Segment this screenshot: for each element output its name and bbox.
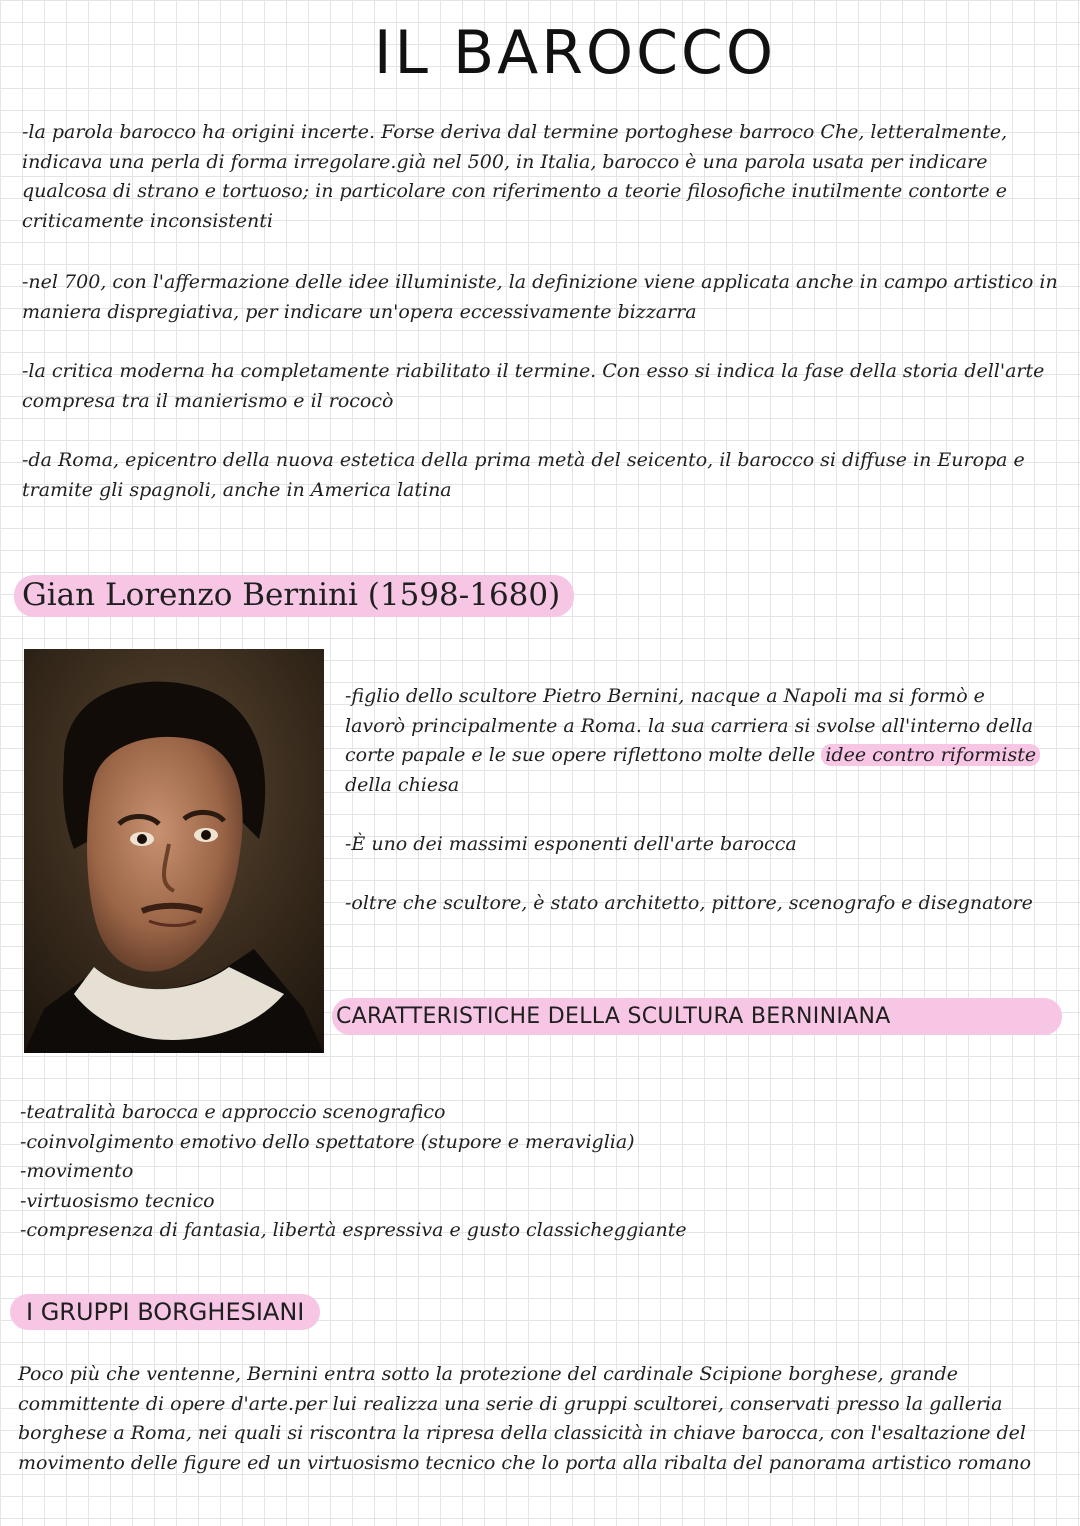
bernini-section-heading [14,577,574,613]
bernini-heading-text: Gian Lorenzo Bernini (1598-1680) [14,575,574,617]
gruppi-borghesiani-heading: I GRUPPI BORGHESIANI [10,1294,320,1330]
bio-paragraph-exponent: -È uno dei massimi esponenti dell'arte barocca [345,832,797,855]
list-item: -virtuosismo tecnico [20,1189,215,1212]
bio-text: -figlio dello scultore Pietro Bernini, nacque a Napoli ma si formò e lavorò principalmente a Roma. la sua carriera si svolse all'interno della corte papale e le sue opere riflettono molte delle [345,685,1034,767]
intro-paragraph-modern-critique: -la critica moderna ha completamente riabilitato il termine. Con esso si indica la fase della storia dell'arte compresa tra il manierismo e il rococò [22,360,1045,412]
list-item: -teatralità barocca e approccio scenografico [20,1101,446,1123]
intro-paragraph-origin: -la parola barocco ha origini incerte. Forse deriva dal termine portoghese barroco Che, letteralmente, indicava una perla di forma irregolare.già nel 500, in Italia, barocco è una parola usata per indicare qualcosa di strano e tortuoso; in particolare con riferimento a teorie filosofiche inutilmente contorte e criticamente inconsistenti [22,121,1008,232]
gruppi-borghesiani-paragraph: Poco più che ventenne, Bernini entra sotto la protezione del cardinale Scipione borghese, grande committente di opere d'arte.per lui realizza una serie di gruppi scultorei, conservati presso la galleria borghese a Roma, nei quali si riscontra la ripresa della classicità in chiave barocca, con l'esaltazione del movimento delle figure ed un virtuosismo tecnico che lo porta alla ribalta del panorama artistico romano [18,1363,1032,1474]
bio-text-end: della chiesa [345,773,460,796]
intro-paragraph-700: -nel 700, con l'affermazione delle idee illuministe, la definizione viene applicata anche in campo artistico in maniera dispregiativa, per indicare un'opera eccessivamente bizzarra [22,271,1058,323]
characteristics-list [20,1098,1060,1246]
list-item: -movimento [20,1160,134,1183]
page-title: IL BAROCCO [373,18,777,88]
bernini-biography [345,682,1045,919]
bernini-portrait-image [24,649,324,1053]
bio-paragraph-roles: -oltre che scultore, è stato architetto, pittore, scenografo e disegnatore [345,892,1033,915]
list-item: -compresenza di fantasia, libertà espressiva e gusto classicheggiante [20,1219,687,1242]
list-item: -coinvolgimento emotivo dello spettatore (stupore e meraviglia) [20,1130,635,1153]
intro-paragraph-diffusion: -da Roma, epicentro della nuova estetica della prima metà del seicento, il barocco si diffuse in Europa e tramite gli spagnoli, anche in America latina [22,449,1025,501]
highlight-counter-reform: idee contro riformiste [821,744,1040,766]
portrait-illustration [24,649,324,1053]
bio-paragraph-origin [345,682,1045,800]
characteristics-heading: CARATTERISTICHE DELLA SCULTURA BERNINIANA [332,998,1062,1035]
